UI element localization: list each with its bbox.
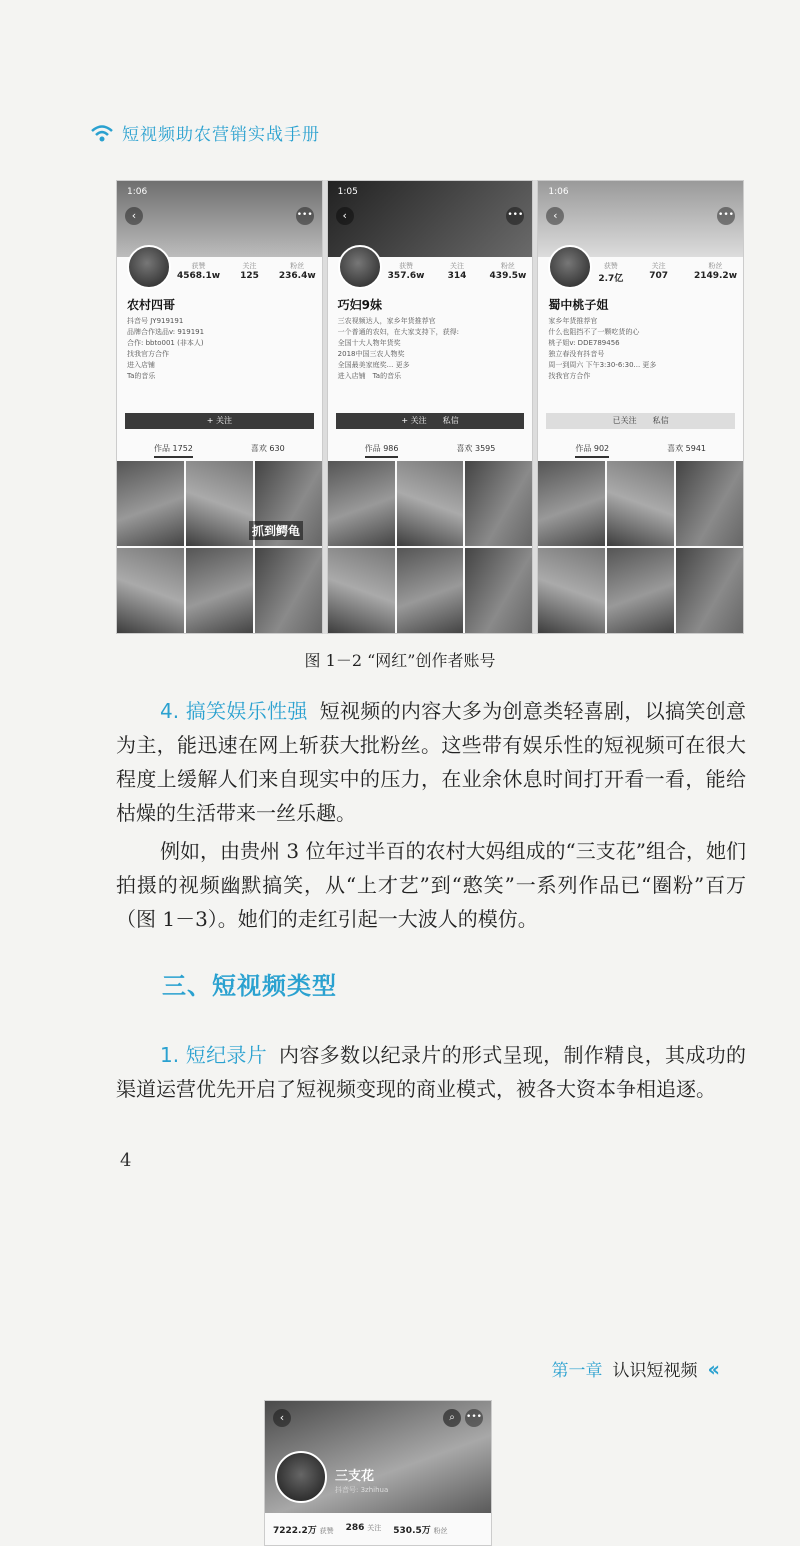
bio-line: 一个普通的农妇，在大家支持下，获得: xyxy=(337,328,460,336)
stat-value: 439.5w xyxy=(489,271,527,281)
stat-value: 4568.1w xyxy=(177,271,221,281)
profile-cover xyxy=(265,1401,491,1513)
profile-stats xyxy=(388,261,527,281)
back-icon: ‹ xyxy=(336,207,354,225)
stat-value: 286 xyxy=(345,1523,365,1533)
video-thumbnail xyxy=(676,548,743,633)
chapter-header xyxy=(552,1356,716,1381)
tab-likes: 喜欢 630 xyxy=(250,444,285,453)
profile-stats xyxy=(598,261,737,284)
stat-value: 357.6w xyxy=(387,271,425,281)
stat-value: 707 xyxy=(649,271,669,281)
stat-label: 关注 xyxy=(242,262,257,270)
video-grid xyxy=(538,461,743,633)
paragraph-heading: 4. 搞笑娱乐性强 xyxy=(160,699,308,723)
double-chevron-left-icon: ‹‹ xyxy=(707,1356,716,1381)
stat-value: 314 xyxy=(447,271,467,281)
profile-bio xyxy=(338,316,525,386)
section-title: 三、短视频类型 xyxy=(162,972,337,1000)
more-icon: ••• xyxy=(506,207,524,225)
video-thumbnail xyxy=(465,461,532,546)
video-thumbnail xyxy=(117,548,184,633)
music-label: Ta的音乐 xyxy=(372,372,402,380)
video-thumbnail xyxy=(465,548,532,633)
stat-label: 关注 xyxy=(651,262,666,270)
profile-tabs xyxy=(336,443,525,458)
id-line: 家乡年货推荐官 xyxy=(548,317,598,325)
profile-name: 农村四哥 xyxy=(127,298,176,312)
paragraph-heading: 1. 短纪录片 xyxy=(160,1043,268,1067)
status-time: 1:06 xyxy=(127,187,148,197)
stat-value: 530.5万 xyxy=(393,1526,431,1536)
chapter-number: 第一章 xyxy=(551,1361,603,1381)
profile-name: 三支花 xyxy=(335,1469,375,1484)
video-thumbnail xyxy=(607,461,674,546)
tab-likes: 喜欢 5941 xyxy=(667,444,707,453)
video-thumbnail xyxy=(328,461,395,546)
tab-works: 作品 986 xyxy=(365,443,399,458)
video-thumbnail xyxy=(186,461,253,546)
figure-creator-accounts xyxy=(116,180,744,634)
tab-works: 作品 902 xyxy=(575,443,609,458)
bio-line: 什么也阻挡不了一颗吃货的心 xyxy=(548,328,640,336)
follow-button xyxy=(546,413,735,429)
page-number: 4 xyxy=(120,1150,132,1171)
profile-screenshot xyxy=(116,180,323,634)
bio-line: 找我官方合作 xyxy=(127,350,169,358)
video-thumbnail xyxy=(117,461,184,546)
back-icon: ‹ xyxy=(125,207,143,225)
bio-line: 2018中国三农人物奖 xyxy=(337,350,405,358)
paragraph-text: 内容多数以纪录片的形式呈现，制作精良，其成功的渠道运营优先开启了短视频变现的商业模式，被各大资本争相追逐。 xyxy=(116,1043,746,1101)
id-line: 抖音号 JY919191 xyxy=(127,317,184,325)
stat-likes xyxy=(273,1523,334,1536)
tab-works: 作品 1752 xyxy=(154,443,193,458)
avatar xyxy=(275,1451,327,1503)
stat-label: 获赞 xyxy=(603,262,618,270)
bio-line: 全国十大人物年货奖 xyxy=(337,339,401,347)
search-icon: ⌕ xyxy=(443,1409,461,1427)
profile-bio xyxy=(548,316,735,386)
stat-label: 粉丝 xyxy=(290,262,305,270)
stat-label: 获赞 xyxy=(319,1527,334,1535)
bio-line: 全国最美家庭奖... 更多 xyxy=(337,361,410,369)
video-thumbnail xyxy=(255,548,322,633)
video-thumbnail xyxy=(538,548,605,633)
video-thumbnail xyxy=(328,548,395,633)
wifi-icon xyxy=(90,123,114,143)
profile-tabs xyxy=(546,443,735,458)
running-head xyxy=(90,120,320,145)
bio-line: 找我官方合作 xyxy=(548,372,591,380)
message-label: 私信 xyxy=(442,416,459,425)
video-grid xyxy=(117,461,322,633)
stat-label: 关注 xyxy=(450,262,464,270)
follow-button xyxy=(336,413,525,429)
id-line: 抖音号: 3zhihua xyxy=(335,1486,389,1494)
stat-label: 粉丝 xyxy=(500,262,515,270)
more-icon: ••• xyxy=(717,207,735,225)
stat-fans xyxy=(393,1523,447,1536)
avatar xyxy=(548,245,592,289)
followed-label: 已关注 xyxy=(612,416,637,425)
back-icon: ‹ xyxy=(546,207,564,225)
shop-entry xyxy=(338,371,525,382)
avatar xyxy=(338,245,382,289)
message-label: 私信 xyxy=(652,416,669,425)
stat-value: 125 xyxy=(240,271,259,281)
paragraph xyxy=(116,694,746,830)
status-time: 1:05 xyxy=(337,187,358,197)
more-icon: ••• xyxy=(465,1409,483,1427)
stat-label: 粉丝 xyxy=(708,262,723,270)
video-thumbnail xyxy=(607,548,674,633)
id-line: 三农视频达人，家乡年货推荐官 xyxy=(337,317,436,325)
book-title: 短视频助农营销实战手册 xyxy=(122,125,320,145)
video-thumbnail xyxy=(676,461,743,546)
profile-stats xyxy=(273,1523,483,1536)
paragraph: 例如，由贵州 3 位年过半百的农村大妈组成的“三支花”组合，她们拍摄的视频幽默搞笑，从“上才艺”到“憨笑”一系列作品已“圈粉”百万（图 1－3）。她们的走红引起一大波人的模仿。 xyxy=(116,839,746,931)
paragraph-text: 短视频的内容大多为创意类轻喜剧，以搞笑创意为主，能迅速在网上斩获大批粉丝。这些带有娱乐性的短视频可在很大程度上缓解人们来自现实中的压力，在业余休息时间打开看一看，能给枯燥的生活带来一丝乐趣。 xyxy=(116,699,746,825)
more-icon: ••• xyxy=(296,207,314,225)
bio-line: 品牌合作选品v: 919191 xyxy=(127,328,205,336)
profile-bio xyxy=(127,316,314,386)
profile-name: 巧妇9妹 xyxy=(337,298,383,312)
video-thumbnail xyxy=(538,461,605,546)
video-thumbnail xyxy=(397,548,464,633)
stat-value: 2.7亿 xyxy=(598,274,624,284)
video-thumbnail xyxy=(186,548,253,633)
shop-label: 进入店铺 xyxy=(337,372,366,380)
music-entry: Ta的音乐 xyxy=(127,372,156,380)
sanzhihua-profile-screenshot xyxy=(264,1400,492,1546)
status-time: 1:06 xyxy=(548,187,569,197)
profile-screenshot xyxy=(537,180,744,634)
stat-value: 2149.2w xyxy=(693,271,738,281)
stat-value: 7222.2万 xyxy=(273,1526,317,1536)
stat-label: 粉丝 xyxy=(433,1527,448,1535)
paragraph xyxy=(116,1038,746,1106)
stat-value: 236.4w xyxy=(278,271,316,281)
bio-line: 桃子姐v: DDE789456 xyxy=(548,339,620,347)
stat-label: 获赞 xyxy=(191,262,206,270)
profile-screenshot xyxy=(327,180,534,634)
video-thumbnail xyxy=(397,461,464,546)
profile-stats xyxy=(177,261,316,281)
stat-label: 获赞 xyxy=(399,262,414,270)
bio-line: 独立春没有抖音号 xyxy=(548,350,605,358)
follow-button: + 关注 xyxy=(125,413,314,429)
follow-label: + 关注 xyxy=(401,416,427,425)
avatar xyxy=(127,245,171,289)
back-icon: ‹ xyxy=(273,1409,291,1427)
tab-likes: 喜欢 3595 xyxy=(456,444,496,453)
stat-label: 关注 xyxy=(367,1524,382,1532)
bio-line: 周一到周六 下午3:30-6:30... 更多 xyxy=(548,361,657,369)
profile-tabs xyxy=(125,443,314,458)
shop-entry: 进入店铺 xyxy=(127,361,155,369)
stat-following xyxy=(346,1523,382,1536)
thumbnail-caption: 抓到鳄龟 xyxy=(249,521,303,540)
chapter-title: 认识短视频 xyxy=(612,1361,698,1381)
video-grid xyxy=(328,461,533,633)
figure-caption: 图 1－2 “网红”创作者账号 xyxy=(304,651,496,670)
profile-name: 蜀中桃子姐 xyxy=(548,298,609,312)
bio-line: 合作: bbto001 (非本人) xyxy=(127,339,204,347)
